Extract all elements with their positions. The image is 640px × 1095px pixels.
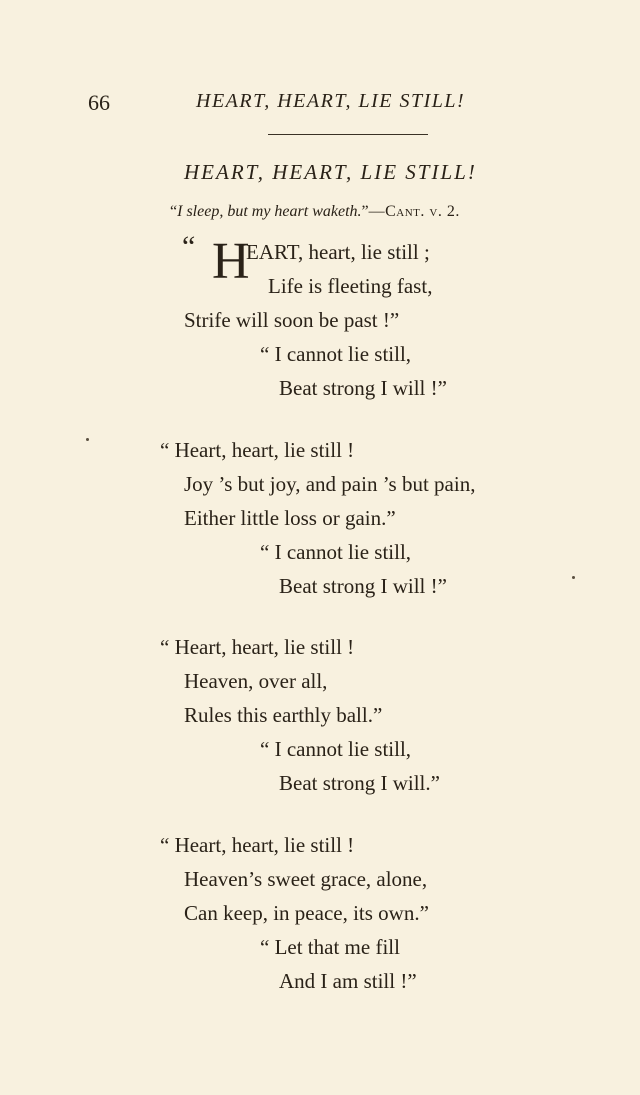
stanza2-line2: Joy ’s but joy, and pain ’s but pain, <box>184 472 476 496</box>
stanza3-line1: “ Heart, heart, lie still ! <box>160 635 355 659</box>
stanza3-line5: Beat strong I will.” <box>279 771 440 795</box>
drop-cap: H <box>212 233 250 290</box>
page-number: 66 <box>88 90 110 115</box>
stanza4-line4: “ Let that me fill <box>260 935 400 959</box>
epigraph-text: I sleep, but my heart waketh. <box>177 203 362 220</box>
stanza4-line1: “ Heart, heart, lie still ! <box>160 833 355 857</box>
stanza1-line2: Strife will soon be past !” <box>184 308 400 332</box>
stanza4-line3: Can keep, in peace, its own.” <box>184 901 429 925</box>
epigraph-source: —Cant. v. 2. <box>368 203 460 220</box>
stanza2-line3: Either little loss or gain.” <box>184 506 396 530</box>
stanza1-line4: Beat strong I will !” <box>279 376 447 400</box>
stanza1-line3: “ I cannot lie still, <box>260 342 412 366</box>
epigraph-open-quote: “ <box>170 203 178 220</box>
paper-speck <box>86 438 89 441</box>
stanza4-line2: Heaven’s sweet grace, alone, <box>184 867 428 891</box>
stanza2-line4: “ I cannot lie still, <box>260 540 412 564</box>
epigraph-close-quote: ” <box>361 203 369 220</box>
stanza1-line1: Life is fleeting fast, <box>268 274 433 298</box>
first-line-open-quote: “ <box>182 230 196 263</box>
running-head: HEART, HEART, LIE STILL! <box>196 90 466 112</box>
stanza2-line1: “ Heart, heart, lie still ! <box>160 438 355 462</box>
first-line-rest: EART, heart, lie still ; <box>246 240 430 264</box>
header-rule <box>268 134 428 135</box>
paper-speck <box>572 576 575 579</box>
poem-title: HEART, HEART, LIE STILL! <box>184 160 477 184</box>
epigraph <box>170 203 460 221</box>
stanza3-line3: Rules this earthly ball.” <box>184 703 383 727</box>
stanza3-line2: Heaven, over all, <box>184 669 328 693</box>
stanza2-line5: Beat strong I will !” <box>279 574 447 598</box>
stanza3-line4: “ I cannot lie still, <box>260 737 412 761</box>
stanza4-line5: And I am still !” <box>279 969 417 993</box>
